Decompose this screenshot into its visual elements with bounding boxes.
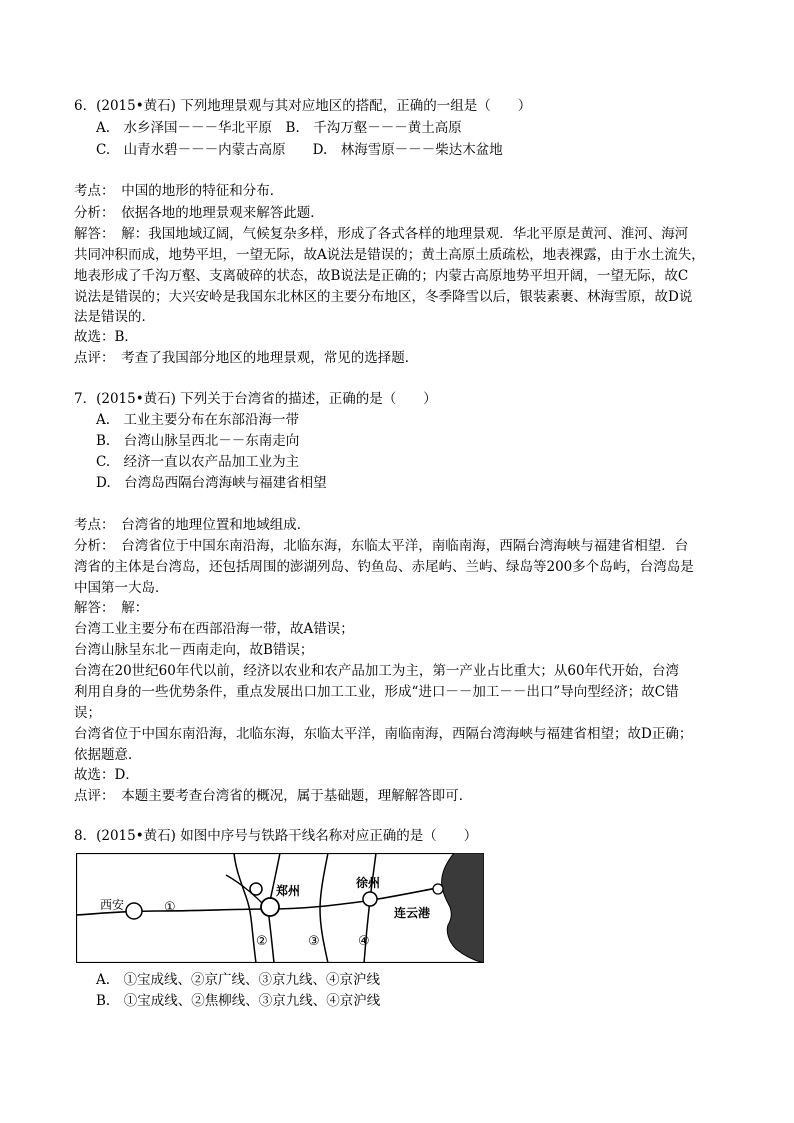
city-marker-xuzhou (363, 892, 377, 906)
q6-stem: 6．(2015•黄石) 下列地理景观与其对应地区的搭配，正确的一组是（ ） (74, 98, 532, 114)
label-xian: 西安 (100, 898, 125, 912)
q7-jieda-line: 台湾在20世纪60年代以前，经济以农业和农产品加工为主，第一产业占比重大；从60年代开始，台湾 (74, 663, 680, 679)
label-num-3: ③ (308, 934, 320, 949)
railway-map (76, 853, 484, 963)
city-marker-zhengzhou (261, 898, 279, 916)
q7-jieda-line: 解答： 解： (74, 600, 149, 616)
label-zhengzhou: 郑州 (276, 884, 301, 898)
q8-option-b: B. ①宝成线、②焦柳线、③京九线、④京沪线 (96, 993, 381, 1009)
label-lianyungang: 连云港 (394, 906, 431, 920)
q6-dianping: 点评： 考查了我国部分地区的地理景观，常见的选择题． (74, 350, 419, 366)
label-num-1: ① (164, 900, 176, 915)
q7-dianping: 点评： 本题主要考查台湾省的概况，属于基础题，理解解答即可． (74, 788, 473, 804)
q8-option-a: A. ①宝成线、②京广线、③京九线、④京沪线 (96, 972, 381, 988)
q7-fenxi-line: 分析： 台湾省位于中国东南沿海，北临东海，东临太平洋，南临南海，西隔台湾海峡与福建省相望．台 (74, 538, 689, 554)
q7-jieda-line: 误； (74, 705, 101, 721)
q6-fenxi: 分析： 依据各地的地理景观来解答此题． (74, 205, 324, 221)
q7-jieda-line: 台湾工业主要分布在西部沿海一带，故A错误； (74, 621, 354, 637)
label-xuzhou: 徐州 (356, 876, 381, 890)
q7-option-d: D. 台湾岛西隔台湾海峡与福建省相望 (96, 475, 327, 491)
city-marker-lianyungang (433, 884, 443, 894)
q6-jieda-line: 解答： 解：我国地域辽阔，气候复杂多样，形成了各式各样的地理景观．华北平原是黄河、淮河、海河 (74, 226, 689, 242)
q7-stem: 7．(2015•黄石) 下列关于台湾省的描述，正确的是（ ） (74, 391, 437, 407)
q7-jieda-line: 利用自身的一些优势条件，重点发展出口加工工业，形成“进口－－加工－－出口”导向型经济；故C错 (74, 684, 679, 700)
q7-option-b: B. 台湾山脉呈西北－－东南走向 (96, 433, 300, 449)
q8-stem: 8．(2015•黄石) 如图中序号与铁路干线名称对应正确的是（ ） (74, 828, 478, 844)
q7-jieda-line: 台湾省位于中国东南沿海，北临东海，东临太平洋，南临南海，西隔台湾海峡与福建省相望；故D正确； (74, 726, 693, 742)
city-marker-xian (126, 903, 142, 919)
city-marker-small (250, 883, 262, 895)
label-num-2: ② (256, 934, 268, 949)
q6-jieda-line: 法是错误的． (74, 309, 155, 325)
q6-kaodian: 考点： 中国的地形的特征和分布． (74, 183, 284, 199)
q6-options-row-1: A. 水乡泽国－－－华北平原 B. 千沟万壑－－－黄土高原 (96, 120, 462, 136)
q7-jieda-line: 依据题意． (74, 747, 142, 763)
q6-jieda-line: 共同冲积而成，地势平坦，一望无际，故A说法是错误的；黄土高原土质疏松，地表裸露，由于水土流失， (74, 247, 705, 263)
q7-fenxi-line: 中国第一大岛． (74, 580, 169, 596)
q7-guxuan: 故选：D． (74, 767, 139, 783)
q7-kaodian: 考点： 台湾省的地理位置和地域组成． (74, 517, 311, 533)
q6-guxuan: 故选：B． (74, 329, 138, 345)
q7-jieda-line: 台湾山脉呈东北－西南走向，故B错误； (74, 642, 314, 658)
q7-option-a: A. 工业主要分布在东部沿海一带 (96, 412, 300, 428)
q6-jieda-line: 地表形成了千沟万壑、支离破碎的状态，故B说法是正确的；内蒙古高原地势平坦开阔，一望无际，故C (74, 268, 689, 284)
q6-jieda-line: 说法是错误的；大兴安岭是我国东北林区的主要分布地区，冬季降雪以后，银装素裹、林海雪原，故D说 (74, 289, 693, 305)
q7-option-c: C. 经济一直以农产品加工业为主 (96, 454, 300, 470)
q6-options-row-2: C. 山青水碧－－－内蒙古高原 D. 林海雪原－－－柴达木盆地 (96, 142, 503, 158)
q7-fenxi-line: 湾省的主体是台湾岛，还包括周围的澎湖列岛、钓鱼岛、赤尾屿、兰屿、绿岛等200多个岛屿，台湾岛是 (74, 559, 694, 575)
label-num-4: ④ (358, 934, 370, 949)
